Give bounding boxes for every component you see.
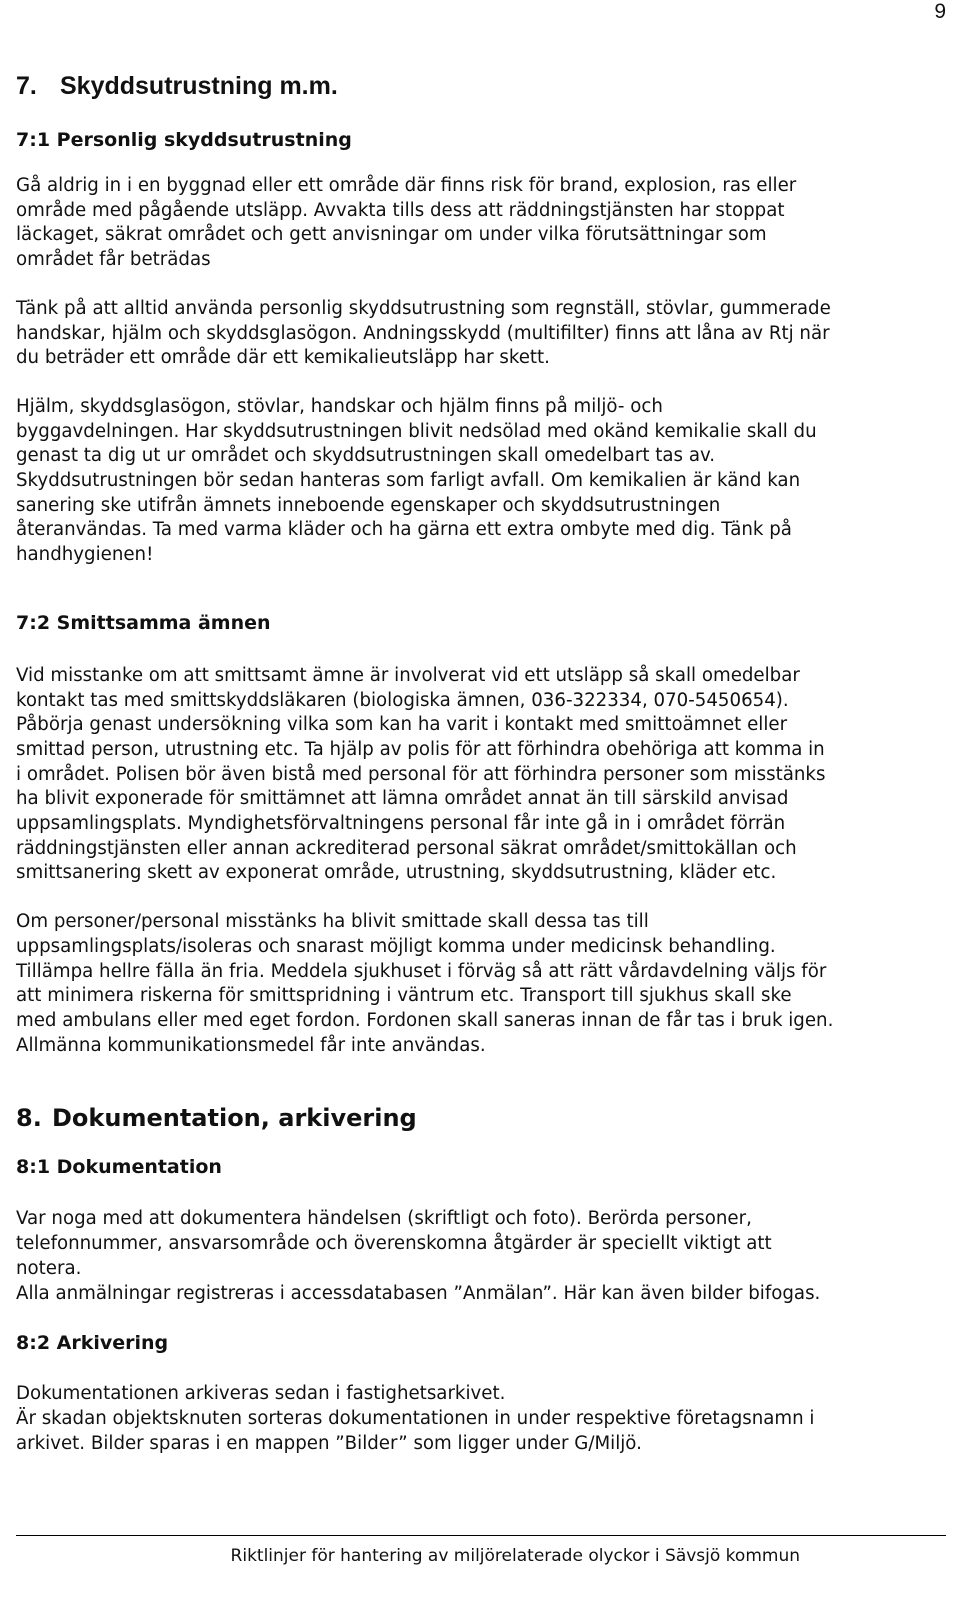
text-line: Allmänna kommunikationsmedel får inte användas. [16, 1034, 486, 1056]
paragraph [16, 395, 946, 568]
text-line: ha blivit exponerade för smittämnet att lämna området annat än till särskild anvisad [16, 788, 789, 810]
text-line: byggavdelningen. Har skyddsutrustningen blivit nedsölad med okänd kemikalie skall du [16, 420, 817, 442]
text-line: Vid misstanke om att smittsamt ämne är involverat vid ett utsläpp så skall omedelbar [16, 664, 800, 686]
paragraph [16, 297, 946, 371]
text-line: Hjälm, skyddsglasögon, stövlar, handskar och hjälm finns på miljö- och [16, 395, 663, 417]
paragraph [16, 664, 946, 886]
text-line: smittsanering skett av exponerat område, utrustning, skyddsutrustning, kläder etc. [16, 862, 777, 884]
text-line: Påbörja genast undersökning vilka som kan ha varit i kontakt med smittoämnet eller [16, 714, 788, 736]
document-body [16, 70, 946, 1456]
text-line: Alla anmälningar registreras i accessdatabasen ”Anmälan”. Här kan även bilder bifogas. [16, 1282, 821, 1304]
section-number: 7. [16, 72, 37, 100]
subsection-7-2-heading: 7:2 Smittsamma ämnen [16, 611, 271, 634]
text-line: handskar, hjälm och skyddsglasögon. Andningsskydd (multifilter) finns att låna av Rtj när [16, 322, 830, 344]
text-line: Är skadan objektsknuten sorteras dokumentationen in under respektive företagsnamn i [16, 1407, 815, 1429]
text-line: handhygienen! [16, 544, 154, 566]
text-line: området får beträdas [16, 249, 211, 271]
text-line: kontakt tas med smittskyddsläkaren (biologiska ämnen, 036-322334, 070-5450654). [16, 689, 789, 711]
text-line: Var noga med att dokumentera händelsen (skriftligt och foto). Berörda personer, [16, 1208, 752, 1230]
text-line: notera. [16, 1257, 82, 1279]
text-line: arkivet. Bilder sparas i en mappen ”Bilder” som ligger under G/Miljö. [16, 1432, 642, 1454]
section-number: 8. [16, 1104, 42, 1133]
text-line: Tillämpa hellre fälla än fria. Meddela sjukhuset i förväg så att rätt vårdavdelning väljs för [16, 960, 827, 982]
text-line: Dokumentationen arkiveras sedan i fastighetsarkivet. [16, 1383, 506, 1405]
paragraph [16, 174, 946, 273]
text-line: genast ta dig ut ur området och skyddsutrustningen skall omedelbart tas av. [16, 445, 716, 467]
paragraph [16, 910, 946, 1058]
subsection-8-2-heading: 8:2 Arkivering [16, 1332, 169, 1355]
text-line: Om personer/personal misstänks ha blivit smittade skall dessa tas till [16, 911, 649, 933]
section-7-title [16, 70, 946, 102]
text-line: att minimera riskerna för smittspridning i väntrum etc. Transport till sjukhus skall ske [16, 985, 792, 1007]
text-line: sanering ske utifrån ämnets inneboende egenskaper och skyddsutrustningen [16, 494, 721, 516]
page-number: 9 [934, 0, 946, 23]
text-line: uppsamlingsplats/isoleras och snarast möjligt komma under medicinsk behandling. [16, 935, 776, 957]
section-title-text: Dokumentation, arkivering [52, 1104, 417, 1133]
paragraph [16, 1382, 946, 1456]
text-line: med ambulans eller med eget fordon. Fordonen skall saneras innan de får tas i bruk igen. [16, 1009, 834, 1031]
page-footer: Riktlinjer för hantering av miljörelaterade olyckor i Sävsjö kommun [230, 1546, 800, 1566]
footer-divider [16, 1535, 946, 1536]
paragraph [16, 1207, 946, 1306]
text-line: läckaget, säkrat området och gett anvisningar om under vilka förutsättningar som [16, 224, 767, 246]
text-line: i området. Polisen bör även bistå med personal för att förhindra personer som misstänks [16, 763, 826, 785]
text-line: område med pågående utsläpp. Avvakta tills dess att räddningstjänsten har stoppat [16, 199, 785, 221]
text-line: uppsamlingsplats. Myndighetsförvaltningens personal får inte gå in i området förrän [16, 813, 786, 835]
section-8-title [16, 1102, 946, 1134]
text-line: Skyddsutrustningen bör sedan hanteras som farligt avfall. Om kemikalien är känd kan [16, 470, 801, 492]
text-line: smittad person, utrustning etc. Ta hjälp av polis för att förhindra obehöriga att komma in [16, 738, 825, 760]
text-line: du beträder ett område där ett kemikalieutsläpp har skett. [16, 347, 550, 369]
text-line: Tänk på att alltid använda personlig skyddsutrustning som regnställ, stövlar, gummerade [16, 297, 831, 319]
section-title-text: Skyddsutrustning m.m. [60, 72, 338, 100]
subsection-8-1-heading: 8:1 Dokumentation [16, 1156, 222, 1179]
text-line: telefonnummer, ansvarsområde och överenskomna åtgärder är speciellt viktigt att [16, 1233, 772, 1255]
text-line: återanvändas. Ta med varma kläder och ha gärna ett extra ombyte med dig. Tänk på [16, 519, 792, 541]
text-line: Gå aldrig in i en byggnad eller ett område där finns risk för brand, explosion, ras eller [16, 175, 797, 196]
text-line: räddningstjänsten eller annan ackrediterad personal säkrat området/smittokällan och [16, 837, 797, 859]
subsection-7-1-heading: 7:1 Personlig skyddsutrustning [16, 129, 352, 151]
